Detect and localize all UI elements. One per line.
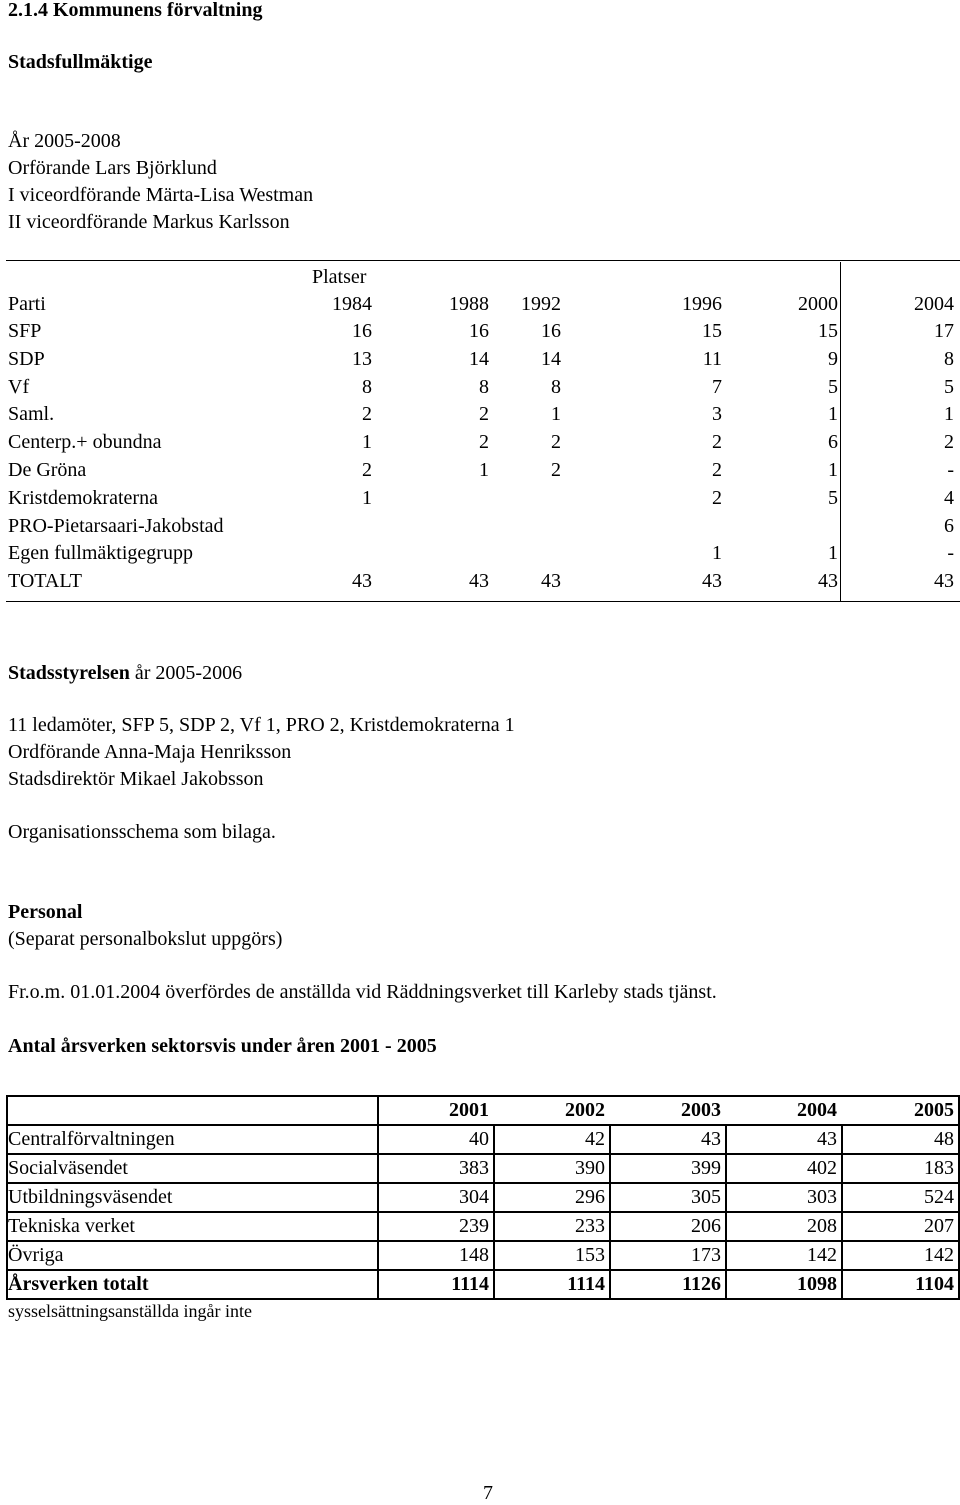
seat-count: 13 (352, 347, 372, 370)
seat-count: 1 (479, 459, 489, 481)
year-header: 2004 (914, 293, 954, 315)
seat-count: 2 (712, 431, 722, 454)
fte-value: 239 (459, 1215, 489, 1237)
fte-value: 383 (459, 1157, 489, 1179)
years-table-heading: Antal årsverken sektorsvis under åren 2001 - 2005 (8, 1035, 437, 1057)
fte-value: 142 (807, 1244, 837, 1266)
seat-count: 1 (828, 403, 838, 426)
seat-count: 15 (818, 320, 838, 342)
seat-count: 8 (944, 347, 954, 370)
page-number: 7 (483, 1482, 493, 1504)
seat-count: 6 (944, 514, 954, 537)
fte-value: 40 (469, 1128, 489, 1150)
total-value: 1098 (797, 1273, 837, 1295)
party-column-header: Parti (8, 293, 46, 315)
grid-line (6, 1182, 959, 1184)
seat-count: 4 (944, 486, 954, 509)
seat-count: 43 (469, 570, 489, 593)
year-header: 1996 (682, 293, 722, 315)
term-line: År 2005-2008 (8, 130, 121, 152)
seat-count: 16 (469, 320, 489, 342)
total-value: 1104 (915, 1273, 954, 1295)
year-header: 2003 (681, 1099, 721, 1121)
board-heading-bold: Stadsstyrelsen (8, 662, 130, 684)
fte-value: 304 (459, 1186, 489, 1208)
org-note: Organisationsschema som bilaga. (8, 821, 276, 843)
seat-count: 11 (702, 347, 722, 370)
seat-count: 43 (934, 570, 954, 593)
seat-count: 2 (944, 431, 954, 454)
fte-value: 153 (575, 1244, 605, 1266)
fte-value: 142 (924, 1244, 954, 1266)
fte-value: 43 (701, 1128, 721, 1150)
seat-count: 2 (551, 459, 561, 481)
total-value: 1126 (682, 1273, 721, 1295)
grid-line (6, 1240, 959, 1242)
seat-count: 1 (362, 486, 372, 509)
seat-count: 8 (479, 375, 489, 398)
seat-count: 15 (702, 320, 722, 342)
seat-count: 3 (712, 403, 722, 426)
fte-value: 296 (575, 1186, 605, 1208)
seat-count: 2 (362, 459, 372, 481)
seat-count: 1 (828, 542, 838, 565)
sector-name: Socialväsendet (8, 1157, 128, 1179)
seat-count: 2 (362, 403, 372, 426)
party-name: Egen fullmäktigegrupp (8, 542, 193, 565)
seat-count: 43 (818, 570, 838, 593)
seat-count: 5 (828, 375, 838, 398)
grid-line (6, 1211, 959, 1213)
personnel-note: (Separat personalbokslut uppgörs) (8, 928, 283, 950)
grid-line (841, 1124, 843, 1300)
fte-value: 206 (691, 1215, 721, 1237)
seat-count: 2 (551, 431, 561, 454)
board-line: Stadsdirektör Mikael Jakobsson (8, 768, 264, 790)
year-header: 2001 (449, 1099, 489, 1121)
transfer-note: Fr.o.m. 01.01.2004 överfördes de anställda vid Räddningsverket till Karleby stads tjänst. (8, 981, 717, 1003)
fte-value: 303 (807, 1186, 837, 1208)
party-name: Saml. (8, 403, 55, 426)
fte-value: 207 (924, 1215, 954, 1237)
seat-count: 16 (352, 320, 372, 342)
party-name: PRO-Pietarsaari-Jakobstad (8, 514, 224, 537)
fte-value: 173 (691, 1244, 721, 1266)
year-header: 1984 (332, 293, 372, 315)
seat-count: 7 (712, 375, 722, 398)
section-heading: 2.1.4 Kommunens förvaltning (8, 0, 263, 21)
fte-value: 390 (575, 1157, 605, 1179)
year-header: 1988 (449, 293, 489, 315)
party-name: Kristdemokraterna (8, 486, 158, 509)
fte-value: 42 (585, 1128, 605, 1150)
fte-value: 305 (691, 1186, 721, 1208)
seat-count: 1 (712, 542, 722, 565)
seat-count: 16 (541, 320, 561, 342)
years-table-footnote: sysselsättningsanställda ingår inte (8, 1301, 252, 1321)
seat-count: 43 (541, 570, 561, 593)
grid-line (493, 1124, 495, 1300)
sector-name: Övriga (8, 1244, 64, 1266)
seat-count: 8 (362, 375, 372, 398)
fte-value: 48 (934, 1128, 954, 1150)
board-line: Ordförande Anna-Maja Henriksson (8, 741, 292, 763)
year-header: 2000 (798, 293, 838, 315)
fte-value: 402 (807, 1157, 837, 1179)
total-value: 1114 (451, 1273, 489, 1295)
seat-count: 1 (944, 403, 954, 426)
council-heading: Stadsfullmäktige (8, 51, 153, 73)
grid-line (609, 1124, 611, 1300)
party-name: Vf (8, 375, 30, 398)
seat-count: 17 (934, 320, 954, 342)
fte-value: 399 (691, 1157, 721, 1179)
term-line: I viceordförande Märta-Lisa Westman (8, 184, 314, 206)
seat-count: - (947, 542, 954, 565)
party-name: SFP (8, 320, 42, 342)
seats-group-header: Platser (312, 266, 367, 288)
party-name: Centerp.+ obundna (8, 431, 162, 454)
seat-count: 2 (712, 459, 722, 481)
party-name: SDP (8, 347, 45, 370)
party-name: TOTALT (8, 570, 82, 593)
year-header: 2005 (914, 1099, 954, 1121)
grid-line (6, 1269, 959, 1271)
fte-value: 43 (817, 1128, 837, 1150)
board-heading-rest: år 2005-2006 (129, 662, 243, 684)
seat-count: 2 (479, 431, 489, 454)
seat-count: 43 (702, 570, 722, 593)
seat-count: 2 (712, 486, 722, 509)
grid-line (6, 1153, 959, 1155)
party-name: De Gröna (8, 459, 87, 481)
total-value: 1114 (567, 1273, 605, 1295)
seat-count: 14 (541, 347, 561, 370)
sector-name: Tekniska verket (8, 1215, 135, 1237)
seat-count: 14 (469, 347, 489, 370)
term-line: Orförande Lars Björklund (8, 157, 217, 179)
grid-line (377, 1095, 379, 1300)
seat-count: 5 (828, 486, 838, 509)
fte-value: 208 (807, 1215, 837, 1237)
total-label: Årsverken totalt (8, 1273, 149, 1295)
sector-name: Utbildningsväsendet (8, 1186, 173, 1208)
seat-count: 9 (828, 347, 838, 370)
seat-count: 5 (944, 375, 954, 398)
seat-count: 1 (828, 459, 838, 481)
fte-value: 148 (459, 1244, 489, 1266)
seat-count: 8 (551, 375, 561, 398)
year-header: 2002 (565, 1099, 605, 1121)
grid-line (725, 1124, 727, 1300)
seat-count: - (947, 459, 954, 481)
fte-value: 524 (924, 1186, 954, 1208)
grid-line (6, 1124, 959, 1126)
year-header: 1992 (521, 293, 561, 315)
seat-count: 6 (828, 431, 838, 454)
personnel-heading: Personal (8, 901, 83, 923)
fte-value: 233 (575, 1215, 605, 1237)
seat-count: 1 (362, 431, 372, 454)
seat-count: 43 (352, 570, 372, 593)
seat-count: 1 (551, 403, 561, 426)
sector-name: Centralförvaltningen (8, 1128, 175, 1150)
board-line: 11 ledamöter, SFP 5, SDP 2, Vf 1, PRO 2, Kristdemokraterna 1 (8, 714, 515, 736)
grid-line (6, 1095, 959, 1097)
term-line: II viceordförande Markus Karlsson (8, 211, 290, 233)
seat-count: 2 (479, 403, 489, 426)
fte-value: 183 (924, 1157, 954, 1179)
year-header: 2004 (797, 1099, 837, 1121)
